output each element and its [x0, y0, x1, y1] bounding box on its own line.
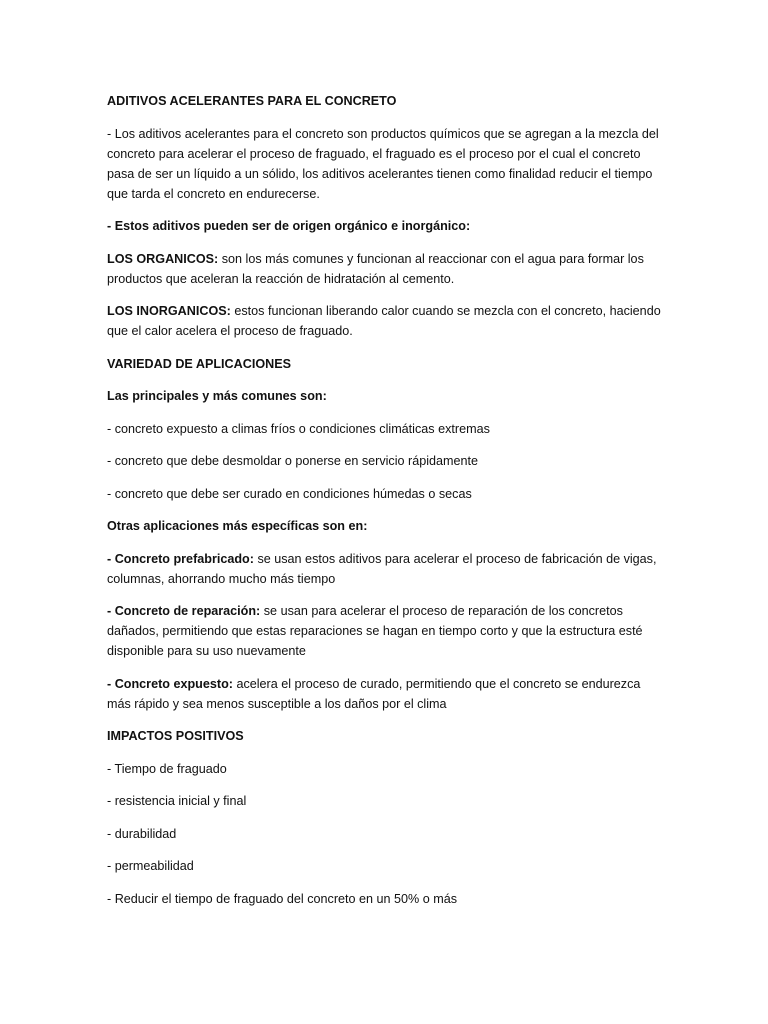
list-item: - resistencia inicial y final: [107, 794, 247, 808]
other-item-text: acelera el proceso de curado, permitiendo que el concreto se endurezca más rápido y sea menos susceptible a los daños por el clima: [107, 676, 641, 711]
impacts-heading: IMPACTOS POSITIVOS: [107, 729, 244, 743]
list-item: - Tiempo de fraguado: [107, 761, 227, 776]
organicos-text: son los más comunes y funcionan al reaccionar con el agua para formar los productos que aceleran la reacción de hidratación al cemento.: [107, 251, 644, 286]
inorganicos-label: LOS INORGANICOS:: [107, 304, 231, 318]
document-page: [107, 91, 663, 921]
other-applications-heading: Otras aplicaciones más específicas son en:: [107, 519, 368, 533]
list-item: - concreto que debe desmoldar o ponerse en servicio rápidamente: [107, 454, 479, 468]
list-item: - permeabilidad: [107, 859, 194, 873]
organicos-paragraph: [107, 249, 663, 289]
other-item-text: se usan para acelerar el proceso de reparación de los concretos dañados, permitiendo que estas reparaciones se hagan en tiempo corto y que la estructura esté disponible para su uso nuevamente: [107, 604, 643, 658]
inorganicos-text: estos funcionan liberando calor cuando se mezcla con el concreto, haciendo que el calor acelera el proceso de fraguado.: [107, 304, 661, 338]
main-applications-heading: Las principales y más comunes son:: [107, 389, 327, 403]
list-item: - concreto expuesto a climas fríos o condiciones climáticas extremas: [107, 421, 490, 436]
origin-heading: - Estos aditivos pueden ser de origen orgánico e inorgánico:: [107, 219, 471, 233]
other-item-label: - Concreto prefabricado:: [107, 551, 254, 566]
other-item-label: - Concreto de reparación:: [107, 604, 261, 618]
organicos-label: LOS ORGANICOS:: [107, 251, 219, 266]
list-item: - concreto que debe ser curado en condiciones húmedas o secas: [107, 486, 472, 501]
other-item-text: se usan estos aditivos para acelerar el proceso de fabricación de vigas, columnas, ahorrando mucho más tiempo: [107, 551, 657, 586]
other-item-reparacion: [107, 601, 663, 661]
document-title: ADITIVOS ACELERANTES PARA EL CONCRETO: [107, 94, 397, 108]
other-item-label: - Concreto expuesto:: [107, 676, 233, 691]
variety-heading: VARIEDAD DE APLICACIONES: [107, 356, 292, 371]
list-item: - Reducir el tiempo de fraguado del concreto en un 50% o más: [107, 891, 458, 906]
other-item-expuesto: [107, 674, 663, 714]
inorganicos-paragraph: [107, 301, 663, 341]
intro-paragraph: - Los aditivos acelerantes para el concreto son productos químicos que se agregan a la mezcla del concreto para acelerar el proceso de fraguado, el fraguado es el proceso por el cual el concreto pasa de ser un líquido a un sólido, los aditivos acelerantes tienen como finalidad reducir el tiempo que tarda el concreto en endurecerse.: [107, 126, 659, 201]
other-item-prefabricado: [107, 549, 663, 589]
list-item: - durabilidad: [107, 826, 177, 841]
